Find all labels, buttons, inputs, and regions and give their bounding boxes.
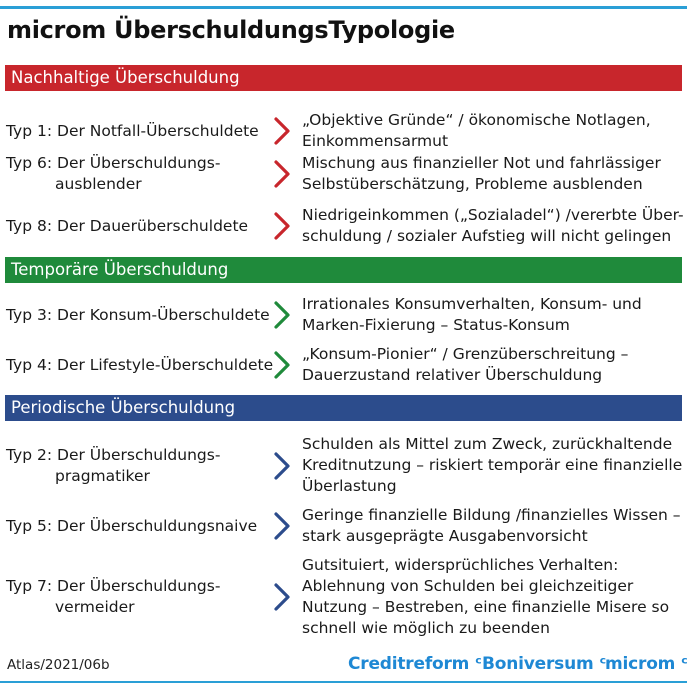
description-line: „Konsum-Pionier“ / Grenzüberschreitung –: [302, 345, 629, 363]
type-description: [302, 110, 651, 152]
type-description: [302, 153, 661, 195]
type-label: [6, 305, 270, 326]
chevron-right-icon: [272, 350, 292, 380]
type-description: [302, 434, 682, 497]
description-line: Überlastung: [302, 477, 397, 495]
description-line: Kreditnutzung – riskiert temporär eine finanzielle: [302, 456, 683, 474]
chevron-right-icon: [272, 582, 292, 612]
type-description: [302, 205, 684, 247]
c-mark-icon: ᶜ: [593, 654, 607, 674]
section-header: Periodische Überschuldung: [5, 395, 682, 421]
description-line: Irrationales Konsumverhalten, Konsum- und: [302, 295, 642, 313]
type-label-line: Typ 5: Der Überschuldungsnaive: [6, 516, 258, 535]
type-label: [6, 576, 220, 618]
chevron-right-icon: [272, 159, 292, 189]
source-label: Atlas/2021/06b: [7, 657, 110, 673]
chevron-right-icon: [272, 116, 292, 146]
type-label: [6, 216, 248, 237]
type-label-line: Typ 6: Der Überschuldungs-: [6, 154, 221, 172]
description-line: stark ausgeprägte Ausgabenvorsicht: [302, 527, 588, 545]
boniversum-logo: Boniversum ᶜ: [482, 654, 607, 674]
type-label: [6, 153, 220, 195]
type-label: [6, 355, 273, 376]
description-line: „Objektive Gründe“ / ökonomische Notlagen,: [302, 111, 651, 129]
section-header: Temporäre Überschuldung: [5, 257, 682, 283]
type-label-line: Typ 2: Der Überschuldungs-: [6, 445, 221, 464]
description-line: Gutsituiert, widersprüchliches Verhalten:: [302, 556, 619, 574]
description-line: Ablehnung von Schulden bei gleichzeitiger: [302, 577, 634, 595]
type-label-line: Typ 3: Der Konsum-Überschuldete: [6, 305, 270, 324]
description-line: Einkommensarmut: [302, 132, 449, 150]
description-line: Mischung aus finanzieller Not und fahrlässiger: [302, 154, 661, 172]
description-line: Schulden als Mittel zum Zweck, zurückhaltende: [302, 435, 673, 453]
type-description: [302, 555, 669, 639]
type-label-line: Typ 8: Der Dauerüberschuldete: [6, 216, 249, 235]
chevron-right-icon: [272, 211, 292, 241]
type-label: [6, 445, 220, 487]
creditreform-logo: Creditreform ᶜ: [348, 654, 482, 674]
bottom-rule: [0, 681, 687, 683]
section-header: Nachhaltige Überschuldung: [5, 65, 682, 91]
description-line: Dauerzustand relativer Überschuldung: [302, 366, 603, 384]
type-label-line: vermeider: [55, 598, 135, 616]
description-line: Nutzung – Bestreben, eine finanzielle Misere so: [302, 598, 670, 616]
description-line: Geringe finanzielle Bildung /finanzielles Wissen –: [302, 506, 681, 524]
description-line: Marken-Fixierung – Status-Konsum: [302, 316, 570, 334]
type-label-line: ausblender: [55, 175, 142, 193]
c-mark-icon: ᶜ: [469, 654, 482, 674]
type-label: [6, 121, 259, 142]
type-description: [302, 344, 628, 386]
chevron-right-icon: [272, 511, 292, 541]
top-rule: [0, 6, 687, 9]
c-mark-icon: ᶜ: [675, 654, 688, 674]
description-line: schnell wie möglich zu beenden: [302, 619, 550, 637]
type-description: [302, 505, 681, 547]
type-label: [6, 516, 257, 537]
description-line: Niedrigeinkommen („Sozialadel“) /vererbte Über-: [302, 206, 684, 224]
page-title: microm ÜberschuldungsTypologie: [7, 16, 455, 44]
type-label-line: Typ 1: Der Notfall-Überschuldete: [6, 121, 259, 140]
microm-logo: microm ᶜ: [605, 654, 688, 674]
description-line: Selbstüberschätzung, Probleme ausblenden: [302, 175, 643, 193]
description-line: schuldung / sozialer Aufstieg will nicht gelingen: [302, 227, 672, 245]
type-label-line: Typ 7: Der Überschuldungs-: [6, 577, 221, 595]
type-label-line: Typ 4: Der Lifestyle-Überschuldete: [6, 355, 274, 374]
type-label-line: pragmatiker: [55, 466, 150, 485]
chevron-right-icon: [272, 300, 292, 330]
type-description: [302, 294, 642, 336]
chevron-right-icon: [272, 451, 292, 481]
